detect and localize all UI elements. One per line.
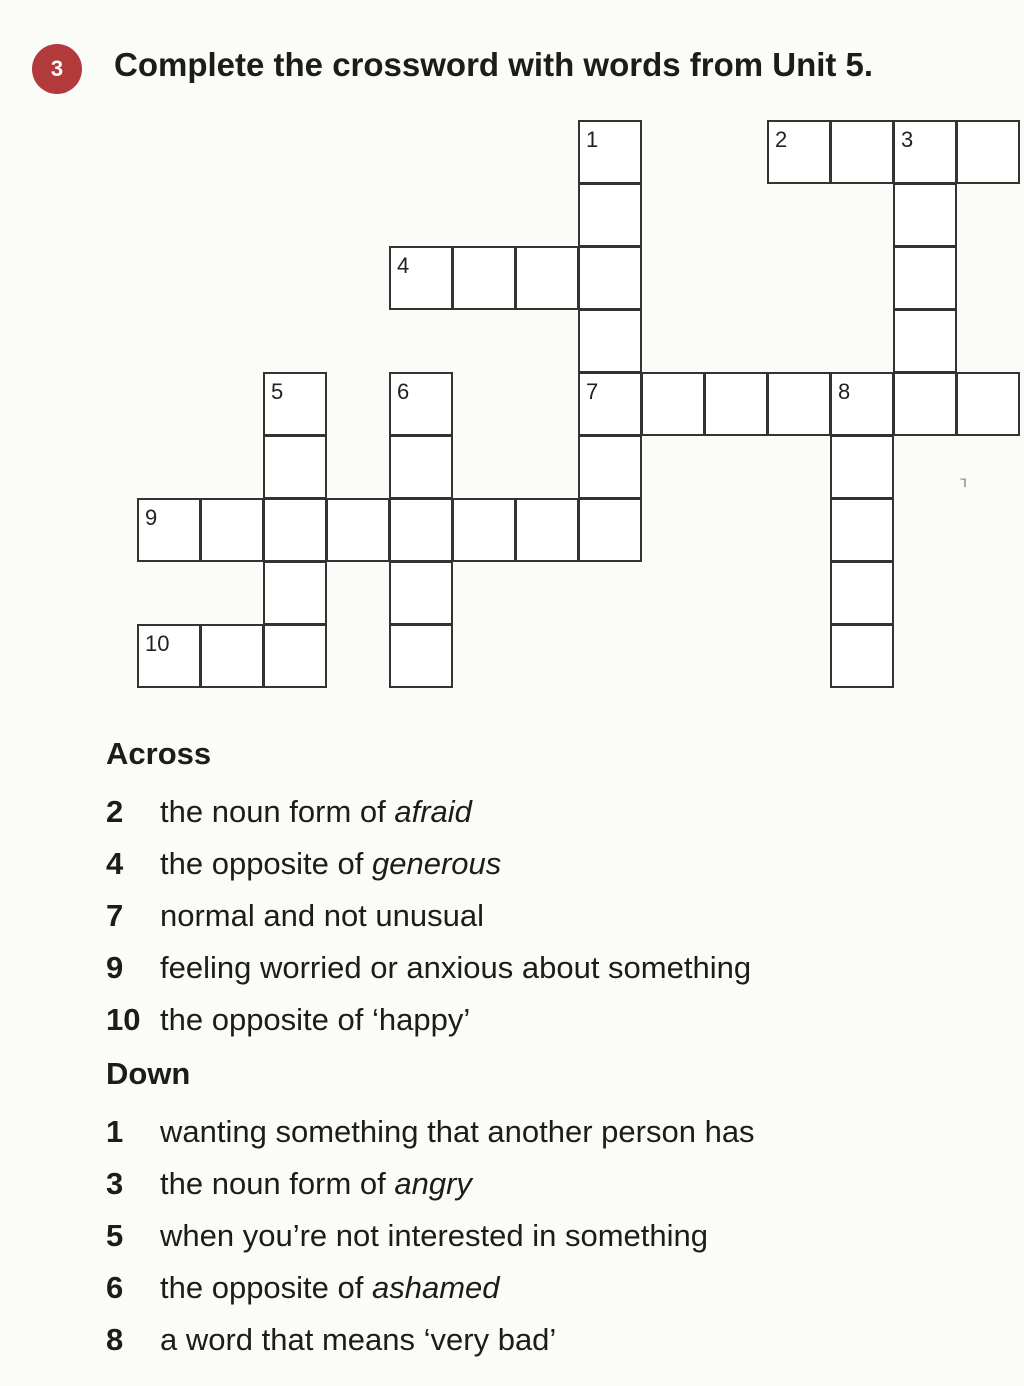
crossword-cell[interactable] [830,372,894,436]
clue-text-main: the noun form of [160,794,395,829]
clue-text-main: wanting something that another person has [160,1114,755,1149]
crossword-cell[interactable] [767,120,831,184]
clue-number: 5 [106,1218,124,1253]
clue-text [160,1106,755,1158]
across-clue [106,994,986,1046]
clue-text [160,838,501,890]
clue-text [160,890,484,942]
crossword-cell[interactable] [389,372,453,436]
margin-scribble: ꭋ [960,474,968,491]
clue-number: 7 [106,898,124,933]
down-clue [106,1210,986,1262]
crossword-cell[interactable] [956,120,1020,184]
crossword-cell[interactable] [578,435,642,499]
down-clues [106,1054,986,1366]
crossword-cell[interactable] [452,246,516,310]
clue-text [160,1262,500,1314]
clue-keyword: afraid [394,794,472,829]
clue-text-main: the opposite of [160,846,372,881]
clue-number-label: 2 [775,127,788,152]
crossword-cell[interactable] [893,372,957,436]
clue-text [160,1210,708,1262]
clue-number-label: 4 [397,253,410,278]
clue-text [160,994,470,1046]
down-clue [106,1314,986,1366]
clue-keyword: generous [372,846,502,881]
crossword-cell[interactable] [767,372,831,436]
clue-text-main: a word that means ‘very bad’ [160,1322,557,1357]
across-clues [106,734,986,1046]
crossword-cell[interactable] [578,309,642,373]
clue-number-label: 7 [586,379,599,404]
crossword-cell[interactable] [137,498,201,562]
exercise-number: 3 [50,56,64,81]
crossword-cell[interactable] [263,372,327,436]
clue-number: 6 [106,1270,124,1305]
crossword-cell[interactable] [641,372,705,436]
clue-number: 9 [106,950,124,985]
exercise-instruction: Complete the crossword with words from Unit 5. [114,46,874,83]
crossword-cell[interactable] [830,435,894,499]
clue-text [160,942,751,994]
across-clue [106,942,986,994]
down-clue-list [106,1106,986,1366]
crossword-cell[interactable] [893,120,957,184]
crossword-cell[interactable] [263,435,327,499]
clue-number: 10 [106,1002,141,1037]
crossword-cell[interactable] [956,372,1020,436]
clue-number-label: 8 [838,379,851,404]
crossword-cell[interactable] [830,561,894,625]
down-clue [106,1158,986,1210]
clue-number-label: 9 [145,505,158,530]
crossword-cell[interactable] [578,498,642,562]
crossword-cell[interactable] [200,498,264,562]
crossword-cell[interactable] [893,246,957,310]
clue-number: 4 [106,846,124,881]
clue-keyword: angry [394,1166,472,1201]
crossword-cell[interactable] [893,309,957,373]
crossword-cell[interactable] [263,498,327,562]
crossword-cell[interactable] [515,498,579,562]
clue-text [160,1158,472,1210]
clue-number: 2 [106,794,124,829]
crossword-cell[interactable] [893,183,957,247]
crossword-cell[interactable] [263,561,327,625]
crossword-cell[interactable] [578,372,642,436]
clue-text [160,1314,556,1366]
clue-keyword: ashamed [372,1270,500,1305]
clue-text-main: feeling worried or anxious about something [160,950,752,985]
crossword-cell[interactable] [578,183,642,247]
down-clue [106,1262,986,1314]
crossword-cell[interactable] [389,498,453,562]
crossword-cell[interactable] [200,624,264,688]
crossword-cell[interactable] [389,561,453,625]
crossword-cell[interactable] [578,120,642,184]
crossword-cell[interactable] [263,624,327,688]
clue-text-main: the noun form of [160,1166,395,1201]
crossword-cell[interactable] [830,120,894,184]
across-heading: Across [106,736,212,771]
across-clue [106,890,986,942]
clue-number: 1 [106,1114,124,1149]
crossword-cell[interactable] [389,624,453,688]
crossword-cell[interactable] [704,372,768,436]
clue-number-label: 3 [901,127,914,152]
clue-number-label: 10 [145,631,170,656]
across-clue [106,786,986,838]
crossword-cell[interactable] [515,246,579,310]
crossword-cell[interactable] [578,246,642,310]
clue-number: 3 [106,1166,124,1201]
clue-text-main: when you’re not interested in something [160,1218,708,1253]
clue-number-label: 6 [397,379,410,404]
across-clue [106,838,986,890]
down-heading: Down [106,1056,191,1091]
crossword-cell[interactable] [830,498,894,562]
clue-text-main: the opposite of [160,1270,372,1305]
crossword-cell[interactable] [452,498,516,562]
down-clue [106,1106,986,1158]
crossword-cell[interactable] [326,498,390,562]
crossword-cell[interactable] [137,624,201,688]
clue-number-label: 5 [271,379,284,404]
clue-text-main: the opposite of ‘happy’ [160,1002,471,1037]
clue-number-label: 1 [586,127,599,152]
clue-text-main: normal and not unusual [160,898,485,933]
clue-text [160,786,472,838]
clue-number: 8 [106,1322,124,1357]
crossword-cell[interactable] [389,435,453,499]
crossword-cell[interactable] [830,624,894,688]
crossword-cell[interactable] [389,246,453,310]
across-clue-list [106,786,986,1046]
